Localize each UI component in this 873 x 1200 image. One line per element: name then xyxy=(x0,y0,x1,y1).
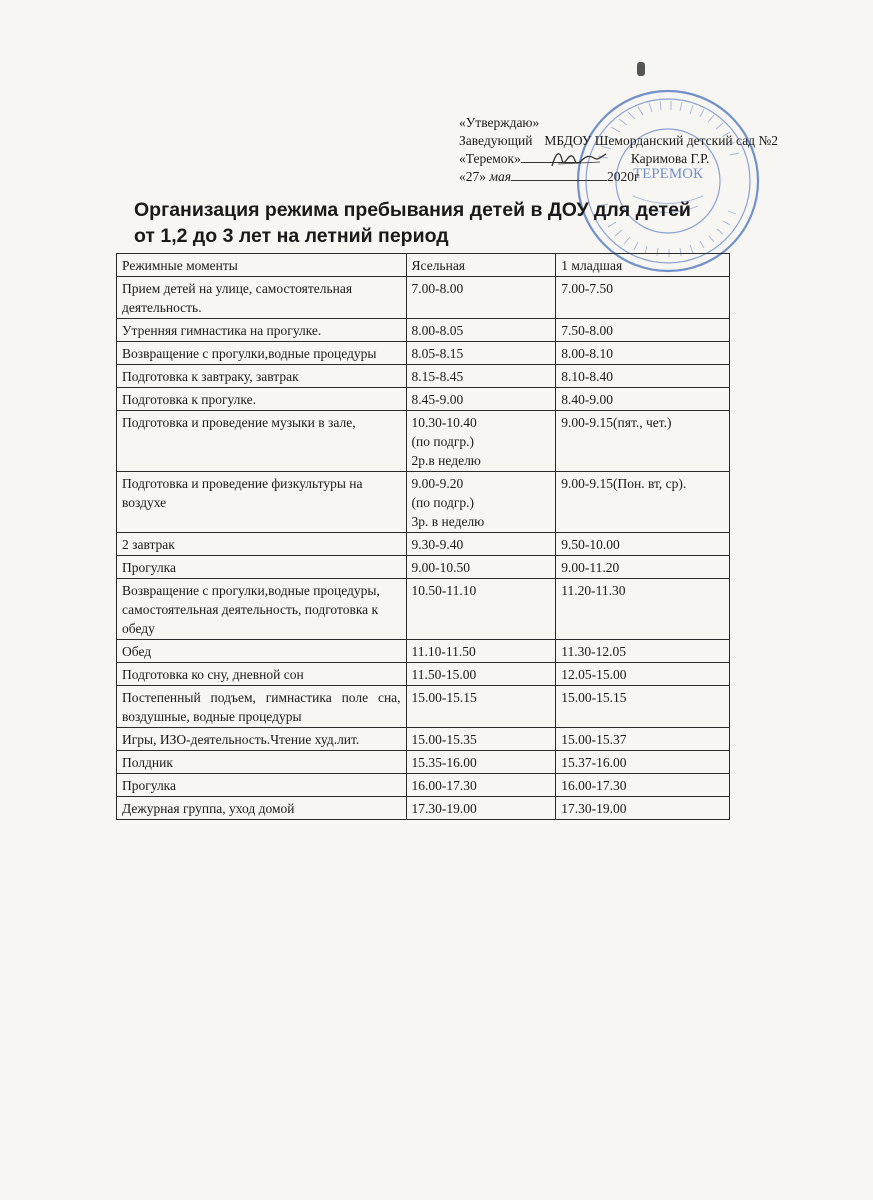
junior-time-cell: 7.00-7.50 xyxy=(556,277,730,319)
nursery-time-cell: 15.35-16.00 xyxy=(406,751,556,774)
approval-heading: «Утверждаю» xyxy=(459,115,540,130)
nursery-time-cell: 8.45-9.00 xyxy=(406,388,556,411)
activity-cell: Подготовка к прогулке. xyxy=(117,388,407,411)
activity-cell: Игры, ИЗО-деятельность.Чтение худ.лит. xyxy=(117,728,407,751)
approval-organization: МБДОУ Шеморданский детский сад №2 xyxy=(544,133,779,148)
table-row xyxy=(117,319,730,342)
activity-cell: Прогулка xyxy=(117,556,407,579)
approval-kindergarten-name: «Теремок» xyxy=(459,151,521,166)
nursery-time-cell: 8.05-8.15 xyxy=(406,342,556,365)
activity-cell: Подготовка к завтраку, завтрак xyxy=(117,365,407,388)
nursery-time-cell: 16.00-17.30 xyxy=(406,774,556,797)
nursery-time-cell: 7.00-8.00 xyxy=(406,277,556,319)
nursery-time-cell: 9.00-9.20 (по подгр.) 3р. в неделю xyxy=(406,472,556,533)
document-title xyxy=(134,197,754,249)
activity-cell: Прогулка xyxy=(117,774,407,797)
activity-cell: Подготовка и проведение физкультуры на воздухе xyxy=(117,472,407,533)
activity-cell: Утренняя гимнастика на прогулке. xyxy=(117,319,407,342)
activity-cell: Обед xyxy=(117,640,407,663)
approval-day: «27» xyxy=(459,169,486,184)
junior-time-cell: 11.20-11.30 xyxy=(556,579,730,640)
nursery-time-cell: 8.00-8.05 xyxy=(406,319,556,342)
approval-block xyxy=(459,114,819,186)
table-row xyxy=(117,277,730,319)
table-row xyxy=(117,472,730,533)
junior-time-cell: 9.00-11.20 xyxy=(556,556,730,579)
junior-time-cell: 11.30-12.05 xyxy=(556,640,730,663)
junior-time-cell: 15.00-15.37 xyxy=(556,728,730,751)
activity-cell: Подготовка ко сну, дневной сон xyxy=(117,663,407,686)
junior-time-cell: 8.10-8.40 xyxy=(556,365,730,388)
table-row xyxy=(117,411,730,472)
junior-time-cell: 7.50-8.00 xyxy=(556,319,730,342)
junior-time-cell: 12.05-15.00 xyxy=(556,663,730,686)
header-activity: Режимные моменты xyxy=(117,254,407,277)
table-header-row xyxy=(117,254,730,277)
approval-position: Заведующий xyxy=(459,133,533,148)
activity-cell: Возвращение с прогулки,водные процедуры, самостоятельная деятельность, подготовка к обеду xyxy=(117,579,407,640)
junior-time-cell: 9.00-9.15(пят., чет.) xyxy=(556,411,730,472)
nursery-time-cell: 11.50-15.00 xyxy=(406,663,556,686)
signature-handwriting xyxy=(548,146,608,172)
title-line-1: Организация режима пребывания детей в ДОУ для детей xyxy=(134,199,691,221)
activity-cell: Постепенный подъем, гимнастика поле сна, воздушные, водные процедуры xyxy=(117,686,407,728)
activity-cell: Дежурная группа, уход домой xyxy=(117,797,407,820)
table-row xyxy=(117,365,730,388)
junior-time-cell: 17.30-19.00 xyxy=(556,797,730,820)
nursery-time-cell: 10.30-10.40 (по подгр.) 2р.в неделю xyxy=(406,411,556,472)
stamp-center-text: ТЕРЕМОК xyxy=(632,166,704,182)
approval-year: 2020г xyxy=(607,169,640,184)
ink-mark xyxy=(637,62,645,76)
header-nursery: Ясельная xyxy=(406,254,556,277)
activity-cell: Прием детей на улице, самостоятельная деятельность. xyxy=(117,277,407,319)
table-row xyxy=(117,640,730,663)
nursery-time-cell: 8.15-8.45 xyxy=(406,365,556,388)
table-row xyxy=(117,533,730,556)
nursery-time-cell: 11.10-11.50 xyxy=(406,640,556,663)
schedule-table xyxy=(116,253,730,820)
nursery-time-cell: 15.00-15.15 xyxy=(406,686,556,728)
activity-cell: 2 завтрак xyxy=(117,533,407,556)
table-row xyxy=(117,342,730,365)
table-row xyxy=(117,579,730,640)
table-row xyxy=(117,797,730,820)
table-row xyxy=(117,388,730,411)
table-row xyxy=(117,728,730,751)
junior-time-cell: 15.00-15.15 xyxy=(556,686,730,728)
nursery-time-cell: 9.00-10.50 xyxy=(406,556,556,579)
header-junior: 1 младшая xyxy=(556,254,730,277)
table-row xyxy=(117,556,730,579)
junior-time-cell: 8.00-8.10 xyxy=(556,342,730,365)
junior-time-cell: 15.37-16.00 xyxy=(556,751,730,774)
junior-time-cell: 16.00-17.30 xyxy=(556,774,730,797)
table-row xyxy=(117,774,730,797)
junior-time-cell: 9.50-10.00 xyxy=(556,533,730,556)
nursery-time-cell: 10.50-11.10 xyxy=(406,579,556,640)
junior-time-cell: 9.00-9.15(Пон. вт, ср). xyxy=(556,472,730,533)
title-line-2: от 1,2 до 3 лет на летний период xyxy=(134,225,449,247)
table-row xyxy=(117,663,730,686)
junior-time-cell: 8.40-9.00 xyxy=(556,388,730,411)
activity-cell: Подготовка и проведение музыки в зале, xyxy=(117,411,407,472)
activity-cell: Возвращение с прогулки,водные процедуры xyxy=(117,342,407,365)
activity-cell: Полдник xyxy=(117,751,407,774)
nursery-time-cell: 15.00-15.35 xyxy=(406,728,556,751)
nursery-time-cell: 9.30-9.40 xyxy=(406,533,556,556)
nursery-time-cell: 17.30-19.00 xyxy=(406,797,556,820)
table-row xyxy=(117,686,730,728)
table-row xyxy=(117,751,730,774)
approval-month: мая xyxy=(489,169,512,184)
approval-signatory: Каримова Г.Р. xyxy=(630,151,710,166)
